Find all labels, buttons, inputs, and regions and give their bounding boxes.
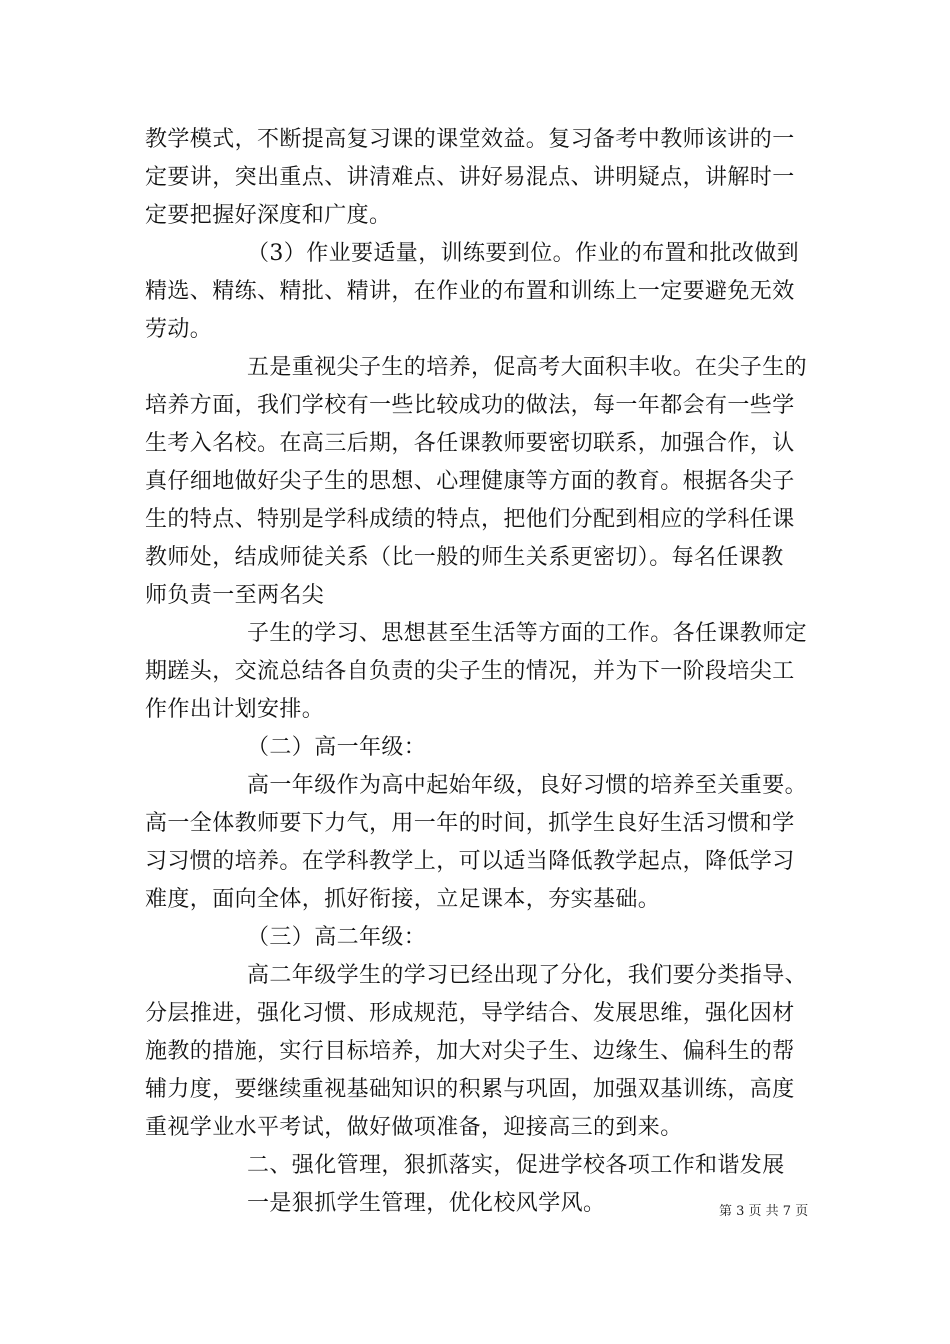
text-line: 辅力度，要继续重视基础知识的积累与巩固，加强双基训练，高度 <box>145 1077 795 1102</box>
text-line: （3）作业要适量，训练要到位。作业的布置和批改做到 <box>247 241 799 266</box>
text-line: 子生的学习、思想甚至生活等方面的工作。各任课教师定 <box>247 621 808 646</box>
text-line: 师负责一至两名尖 <box>145 583 325 608</box>
section-heading: （二）高一年级： <box>247 735 427 760</box>
text-line: 高一全体教师要下力气，用一年的时间，抓学生良好生活习惯和学 <box>145 811 795 836</box>
text-line: 习习惯的培养。在学科教学上，可以适当降低教学起点，降低学习 <box>145 849 795 874</box>
section-heading: 二、强化管理，狠抓落实，促进学校各项工作和谐发展 <box>247 1153 785 1178</box>
text-line: 高二年级学生的学习已经出现了分化，我们要分类指导、 <box>247 963 808 988</box>
text-line: 作作出计划安排。 <box>145 697 325 722</box>
text-line: 定要讲，突出重点、讲清难点、讲好易混点、讲明疑点，讲解时一 <box>145 165 795 190</box>
text-line: 期蹉头，交流总结各自负责的尖子生的情况，并为下一阶段培尖工 <box>145 659 795 684</box>
text-line: 真仔细地做好尖子生的思想、心理健康等方面的教育。根据各尖子 <box>145 469 795 494</box>
text-line: 难度，面向全体，抓好衔接，立足课本，夯实基础。 <box>145 887 661 912</box>
section-heading: （三）高二年级： <box>247 925 427 950</box>
text-line: 生的特点、特别是学科成绩的特点，把他们分配到相应的学科任课 <box>145 507 795 532</box>
text-line: 教学模式，不断提高复习课的课堂效益。复习备考中教师该讲的一 <box>145 127 795 152</box>
text-line: 生考入名校。在高三后期，各任课教师要密切联系，加强合作，认 <box>145 431 795 456</box>
text-line: 分层推进，强化习惯、形成规范，导学结合、发展思维，强化因材 <box>145 1001 795 1026</box>
text-line: 高一年级作为高中起始年级，良好习惯的培养至关重要。 <box>247 773 808 798</box>
page-number: 第 3 页 共 7 页 <box>719 1204 809 1219</box>
text-line: 施教的措施，实行目标培养，加大对尖子生、边缘生、偏科生的帮 <box>145 1039 795 1064</box>
text-line: 培养方面，我们学校有一些比较成功的做法，每一年都会有一些学 <box>145 393 795 418</box>
text-line: 定要把握好深度和广度。 <box>145 203 392 228</box>
text-line: 教师处，结成师徒关系（比一般的师生关系更密切）。每名任课教 <box>145 545 784 570</box>
text-line: 劳动。 <box>145 317 213 342</box>
text-line: 一是狠抓学生管理，优化校风学风。 <box>247 1191 606 1216</box>
text-line: 五是重视尖子生的培养，促高考大面积丰收。在尖子生的 <box>247 355 808 380</box>
text-line: 精选、精练、精批、精讲，在作业的布置和训练上一定要避免无效 <box>145 279 795 304</box>
text-line: 重视学业水平考试，做好做项准备，迎接高三的到来。 <box>145 1115 683 1140</box>
